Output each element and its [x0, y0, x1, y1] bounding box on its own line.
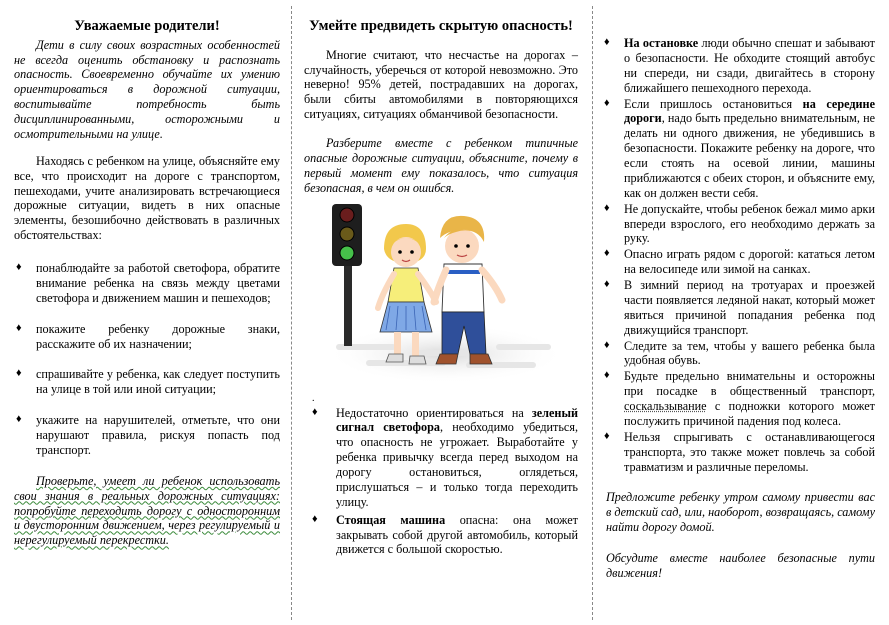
diamond-bullet-icon: ♦ — [604, 96, 610, 109]
stray-dot: . — [312, 392, 315, 404]
column-hidden-danger — [294, 0, 590, 625]
column-divider-left — [291, 6, 292, 620]
list-item: ♦ Стоящая машина опасна: она может закрывать собой другой автомобиль, который движется с большой скоростью. — [312, 512, 579, 557]
diamond-bullet-icon: ♦ — [312, 512, 318, 525]
diamond-bullet-icon: ♦ — [604, 338, 610, 351]
parents-tips-list — [14, 261, 280, 458]
diamond-bullet-icon: ♦ — [16, 321, 22, 334]
hidden-danger-title: Умейте предвидеть скрытую опасность! — [309, 18, 573, 34]
parents-intro: Дети в силу своих возрастных особенностей не всегда оценить обстановку и распознать опасность. Своевременно обучайте их умению ориентироваться в дорожной ситуации, воспитывайте потребность быть дисциплинированными, осторожными и осмотрительными на улице. — [14, 37, 280, 141]
list-item: ♦ покажите ребенку дорожные знаки, расскажите об их назначении; — [16, 321, 280, 351]
safety-closing: Обсудите вместе наиболее безопасные пути движения! — [606, 551, 875, 580]
list-item: ♦ Не допускайте, чтобы ребенок бежал мимо арки впереди взрослого, его необходимо держать за руку. — [604, 201, 875, 246]
list-item: ♦ укажите на нарушителей, отметьте, что они нарушают правила, рискуя попасть под транспорт. — [16, 413, 280, 457]
list-item: ♦ Опасно играть рядом с дорогой: кататься летом на велосипеде или зимой на санках. — [604, 247, 875, 277]
list-item: ♦ спрашивайте у ребенка, как следует поступить на улице в той или иной ситуации; — [16, 367, 280, 397]
hidden-danger-paragraph: Многие считают, что несчастье на дорогах – случайность, уберечься от которой невозможно. Это неверно! 95% детей, пострадавших на дорогах, были сбиты автомобилями в повторяющихся ситуациях, ситуациях обманчивой безопасности. — [304, 47, 578, 122]
list-item: ♦ На остановке люди обычно спешат и забывают о безопасности. Не обходите стоящий автобус ни спереди, ни сзади, двигайтесь в сторону ближайшего пешеходного перехода. — [604, 36, 876, 95]
parents-paragraph: Находясь с ребенком на улице, объясняйте ему все, что происходит на дороге с транспортом, пешеходами, учите анализировать встречающиеся дорожные ситуации, видеть в них опасные элементы, безошибочно действовать в различных обстоятельствах: — [14, 153, 280, 243]
parents-title: Уважаемые родители! — [74, 18, 220, 34]
children-traffic-light-icon — [306, 204, 576, 394]
diamond-bullet-icon: ♦ — [16, 261, 22, 274]
hidden-danger-advice: Разберите вместе с ребенком типичные опасные дорожные ситуации, объясните, почему в первый момент ему показалось, что ситуация безопасная, в чем он ошибся. — [304, 136, 578, 195]
list-item: ♦ понаблюдайте за работой светофора, обратите внимание ребенка на связь между цветами светофора и движением машин и пешеходов; — [16, 261, 280, 305]
diamond-bullet-icon: ♦ — [604, 247, 610, 260]
list-item: ♦ Недостаточно ориентироваться на зеленый сигнал светофора, необходимо убедиться, что опасность не угрожает. Выработайте у ребенка привычку всегда перед выходом на дорогу остановиться, оглядеться, прислушаться – и только тогда переходить улицу. — [312, 405, 578, 509]
list-item: ♦ Если пришлось остановиться на середине дороги, надо быть предельно внимательным, не делать ни одного движения, не убедившись в безопасности. Покажите ребенку на дороге, что если стоять на осевой линии, машины приближаются с обеих сторон, и объясните ему, как он должен вести себя. — [604, 96, 875, 200]
column-parents — [0, 0, 290, 625]
list-item: ♦ В зимний период на тротуарах и проезжей части появляется ледяной накат, который может явиться причиной попадания ребенка под движущийся транспорт. — [604, 278, 875, 337]
list-item: ♦ Нельзя спрыгивать с останавливающегося транспорта, это также может повлечь за собой травматизм и различные переломы. — [604, 429, 875, 474]
children-crossing-illustration — [306, 204, 576, 394]
hidden-danger-list — [304, 406, 578, 558]
column-divider-right — [592, 6, 593, 620]
diamond-bullet-icon: ♦ — [604, 369, 610, 382]
safety-suggestion: Предложите ребенку утром самому привести вас в детский сад, или, наоборот, возвращаясь, самому найти дорогу домой. — [606, 490, 875, 535]
diamond-bullet-icon: ♦ — [604, 201, 610, 214]
diamond-bullet-icon: ♦ — [312, 405, 318, 418]
diamond-bullet-icon: ♦ — [604, 36, 610, 48]
safety-tips-list — [602, 36, 875, 474]
diamond-bullet-icon: ♦ — [604, 278, 610, 290]
column-safety-tips — [596, 0, 889, 625]
diamond-bullet-icon: ♦ — [16, 367, 22, 380]
list-item: ♦ Будьте предельно внимательны и осторожны при посадке в общественный транспорт, соскальзывание с подножки которого может послужить причиной падения под колеса. — [604, 369, 875, 428]
parents-closing: Проверьте, умеет ли ребенок использовать свои знания в реальных дорожных ситуациях: попробуйте переходить дорогу с односторонним и двусторонним движением, через регулируемый и нерегулируемый перекрестки. — [14, 473, 280, 548]
list-item: ♦ Следите за тем, чтобы у вашего ребенка была удобная обувь. — [604, 338, 875, 368]
diamond-bullet-icon: ♦ — [16, 413, 22, 426]
diamond-bullet-icon: ♦ — [604, 429, 610, 442]
